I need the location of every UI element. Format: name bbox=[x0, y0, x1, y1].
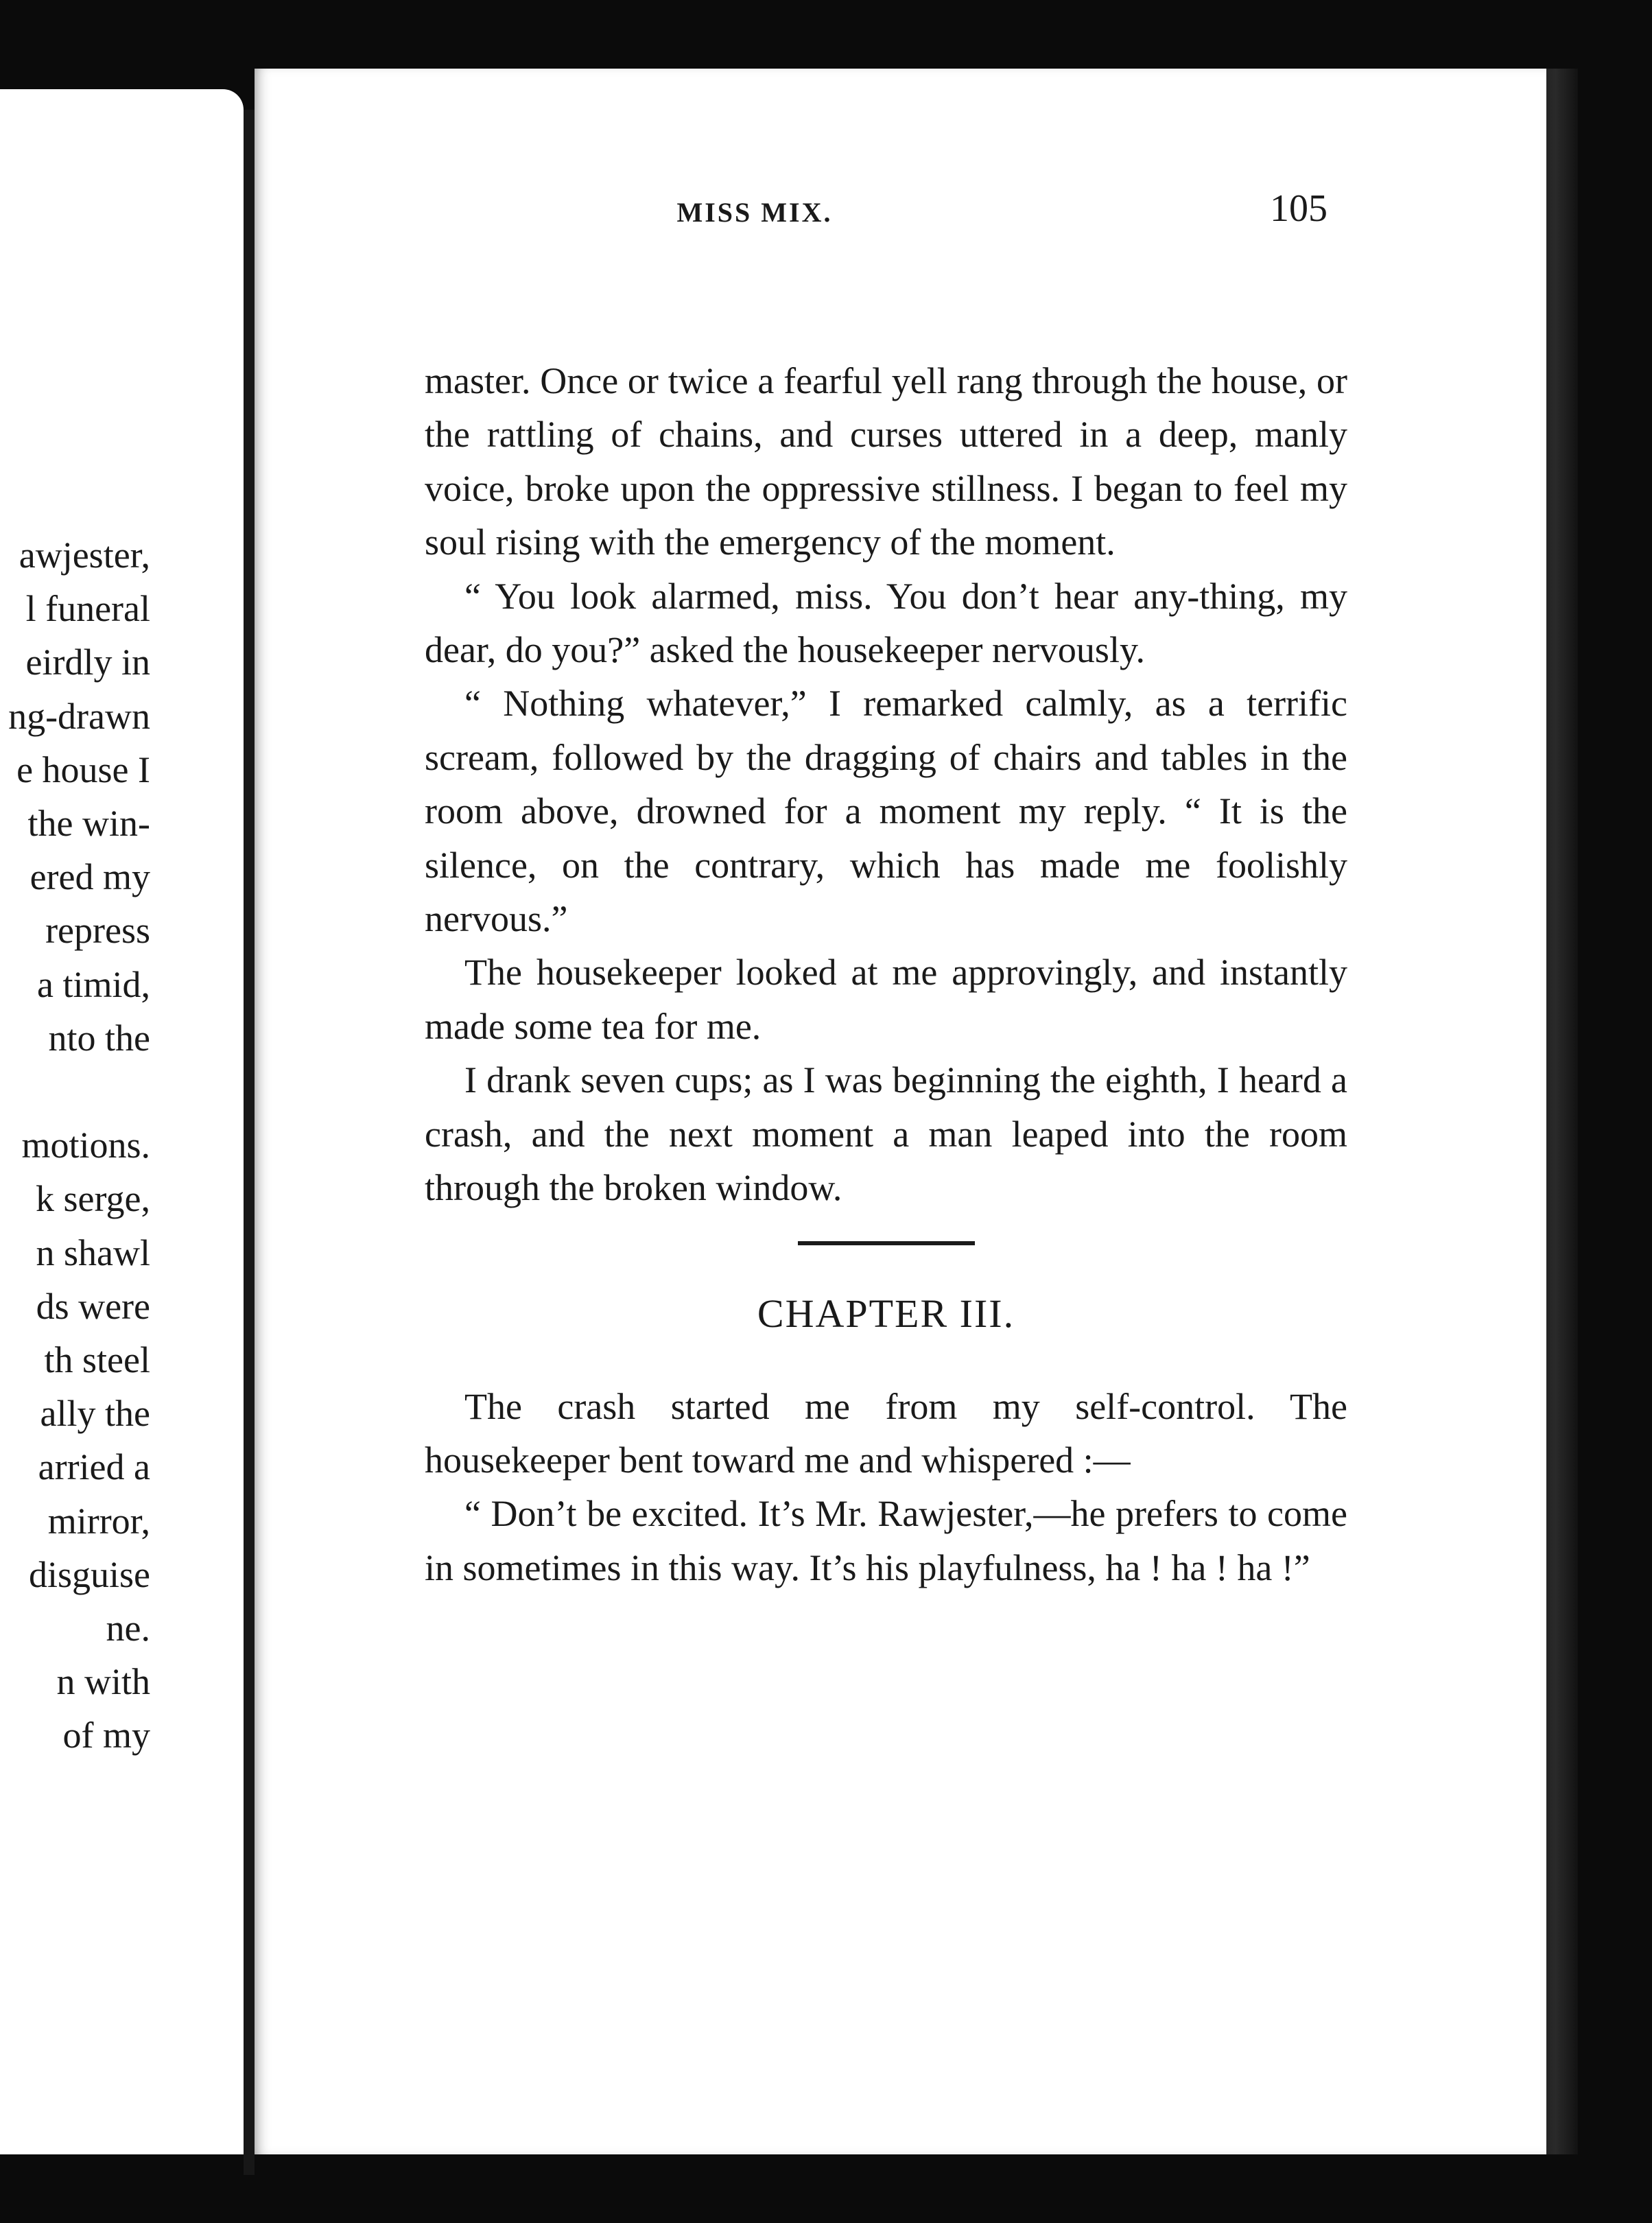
left-page bbox=[0, 89, 244, 2154]
book-spine bbox=[244, 110, 255, 2175]
left-line: arried a bbox=[38, 1446, 150, 1488]
left-line: ds were bbox=[36, 1285, 150, 1327]
chapter-heading: CHAPTER III. bbox=[757, 1291, 1015, 1336]
section-divider bbox=[798, 1241, 975, 1245]
left-line: e house I bbox=[16, 749, 150, 790]
left-line-gap bbox=[0, 1065, 150, 1118]
left-line: k serge, bbox=[36, 1178, 150, 1220]
left-line: a timid, bbox=[37, 963, 150, 1005]
left-line: th steel bbox=[44, 1339, 150, 1381]
left-line: of my bbox=[62, 1715, 150, 1756]
paragraph: master. Once or twice a fearful yell rang through the house, or the rattling of chains, and curses uttered in a deep, manly voice, broke upon the oppressive stillness. I began to feel my soul rising with the emergency of the moment. bbox=[425, 360, 1347, 563]
left-line: disguise bbox=[28, 1553, 150, 1595]
paragraph: “ Nothing whatever,” I remarked calmly, as a terrific scream, followed by the dragging of chairs and tables in the room above, drowned for a moment my reply. “ It is the silence, on the contrary, which has made me foolishly nervous.” bbox=[425, 683, 1347, 940]
paragraph: The housekeeper looked at me approvingly, and instantly made some tea for me. bbox=[425, 952, 1347, 1047]
left-line: the win- bbox=[27, 803, 150, 845]
left-line: mirror, bbox=[47, 1500, 150, 1542]
paragraph: I drank seven cups; as I was beginning the eighth, I heard a crash, and the next moment a man leaped into the room through the broken window. bbox=[425, 1059, 1347, 1209]
paragraph: “ Don’t be excited. It’s Mr. Rawjester,—he prefers to come in sometimes in this way. It’s his playfulness, ha ! ha ! ha !” bbox=[425, 1493, 1347, 1588]
left-line: awjester, bbox=[19, 534, 150, 576]
left-line: ered my bbox=[30, 856, 150, 898]
left-line: n shawl bbox=[36, 1232, 150, 1273]
page-number: 105 bbox=[1270, 187, 1328, 230]
paragraph: The crash started me from my self-control. The housekeeper bent toward me and whispered :— bbox=[425, 1385, 1347, 1481]
running-title: MISS MIX. bbox=[676, 197, 833, 228]
left-line: eirdly in bbox=[25, 642, 150, 683]
left-line: motions. bbox=[21, 1125, 150, 1166]
left-line: ne. bbox=[106, 1608, 150, 1649]
left-line: l funeral bbox=[25, 588, 150, 630]
left-line: repress bbox=[45, 910, 150, 952]
paragraph: “ You look alarmed, miss. You don’t hear any-thing, my dear, do you?” asked the housekeeper nervously. bbox=[425, 575, 1347, 671]
left-page-text bbox=[0, 528, 150, 1763]
left-line: nto the bbox=[48, 1017, 150, 1059]
left-line: ally the bbox=[40, 1393, 150, 1435]
body-text bbox=[425, 354, 1347, 1595]
left-line: n with bbox=[56, 1661, 150, 1703]
left-line: ng-drawn bbox=[8, 695, 150, 737]
running-head bbox=[165, 187, 1345, 242]
